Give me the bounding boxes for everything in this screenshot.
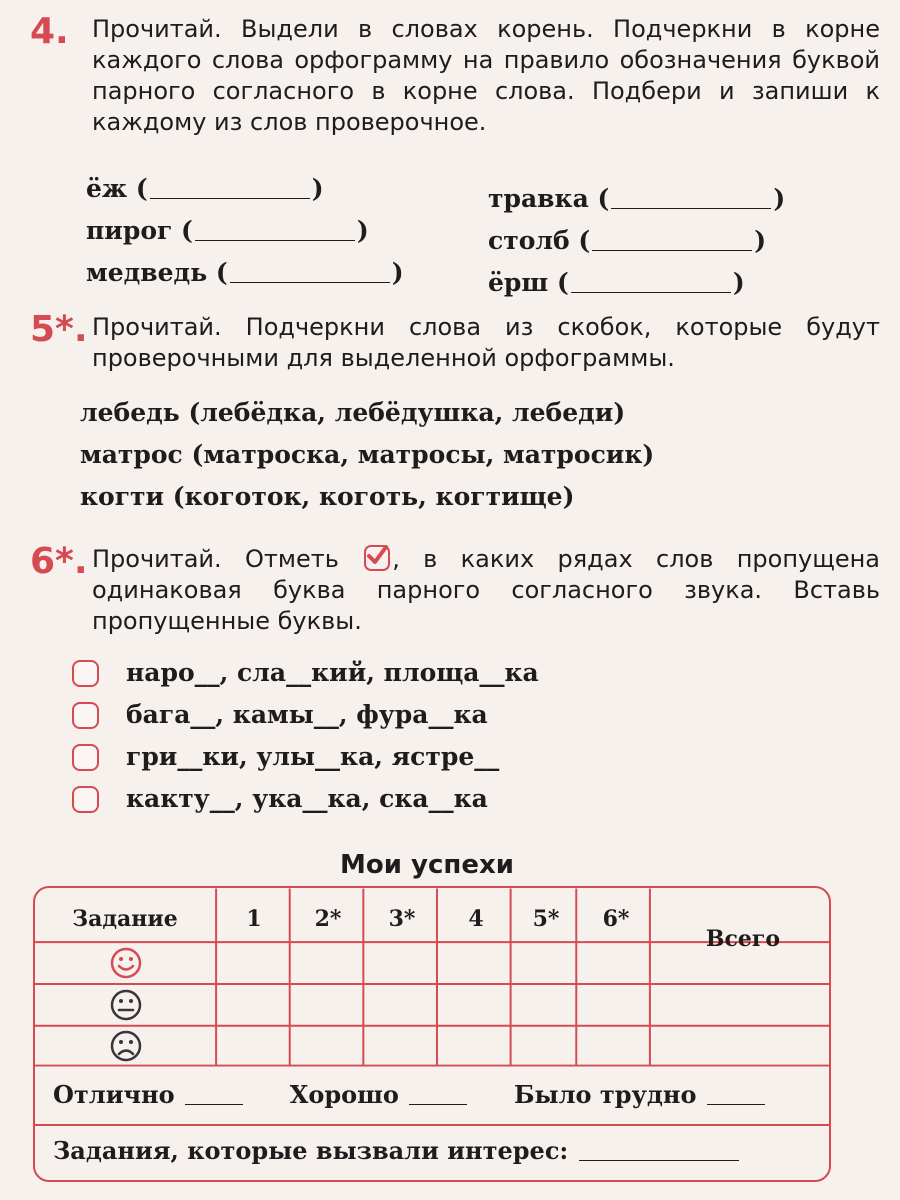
header-5: 5* (532, 906, 560, 932)
header-total: Всего (705, 926, 781, 952)
word-row-3: гри__ки, улы__ка, ястре__ (126, 742, 500, 771)
answer-blank[interactable] (230, 281, 390, 283)
word-left-3: медведь ( ) (86, 258, 404, 287)
row-checkbox-1[interactable] (72, 660, 99, 687)
checkmark-icon (364, 545, 390, 571)
word-line-3: когти (коготок, коготь, когтище) (80, 482, 575, 511)
word-line-2: матрос (матроска, матросы, матросик) (80, 440, 655, 469)
answer-blank[interactable] (707, 1103, 765, 1105)
footer-divider (35, 1124, 829, 1126)
task-instruction: Прочитай. Подчеркни слова из скобок, которые будут проверочными для выделенной орфограммы. (92, 313, 880, 372)
row-checkbox-2[interactable] (72, 702, 99, 729)
word-left-1: ёж ( ) (86, 174, 324, 203)
footer-interest: Задания, которые вызвали интерес: (53, 1136, 741, 1165)
task-number: 5*. (30, 309, 88, 350)
header-task: Задание (72, 906, 178, 932)
neutral-face-icon (109, 988, 143, 1022)
answer-blank[interactable] (150, 197, 310, 199)
footer-ratings: Отлично Хорошо Было трудно (53, 1080, 767, 1109)
answer-blank[interactable] (579, 1159, 739, 1161)
task-5 (30, 309, 880, 522)
word-right-1: травка ( ) (488, 184, 786, 213)
word-left-2: пирог ( ) (86, 216, 369, 245)
header-3: 3* (388, 906, 416, 932)
task-number: 6*. (30, 541, 88, 582)
success-table (33, 886, 831, 1182)
header-1: 1 (246, 906, 262, 932)
word-right-3: ёрш ( ) (488, 268, 745, 297)
answer-blank[interactable] (185, 1103, 243, 1105)
answer-blank[interactable] (592, 249, 752, 251)
task-instruction: Прочитай. Отметь , в каких рядах слов пропущена одинаковая буква парного согласного звука. Вставь пропущенные буквы. (92, 545, 880, 635)
word-row-2: бага__, камы__, фура__ка (126, 700, 488, 729)
answer-blank[interactable] (611, 207, 771, 209)
answer-blank[interactable] (195, 239, 355, 241)
sad-face-icon (109, 1029, 143, 1063)
task-4 (30, 11, 880, 304)
header-4: 4 (468, 906, 484, 932)
task-6 (30, 541, 880, 834)
answer-blank[interactable] (409, 1103, 467, 1105)
word-row-4: какту__, ука__ка, ска__ка (126, 784, 488, 813)
row-checkbox-4[interactable] (72, 786, 99, 813)
header-2: 2* (314, 906, 342, 932)
word-row-1: наро__, сла__кий, площа__ка (126, 658, 539, 687)
answer-blank[interactable] (571, 291, 731, 293)
task-instruction: Прочитай. Выдели в словах корень. Подчеркни в корне каждого слова орфограмму на правило обозначения буквой парного согласного в корне слова. Подбери и запиши к каждому из слов проверочное. (92, 15, 880, 136)
task-number: 4. (30, 11, 69, 52)
word-line-1: лебедь (лебёдка, лебёдушка, лебеди) (80, 398, 626, 427)
word-right-2: столб ( ) (488, 226, 767, 255)
header-6: 6* (602, 906, 630, 932)
success-title: Мои успехи (340, 850, 514, 880)
smile-face-icon (109, 946, 143, 980)
row-checkbox-3[interactable] (72, 744, 99, 771)
